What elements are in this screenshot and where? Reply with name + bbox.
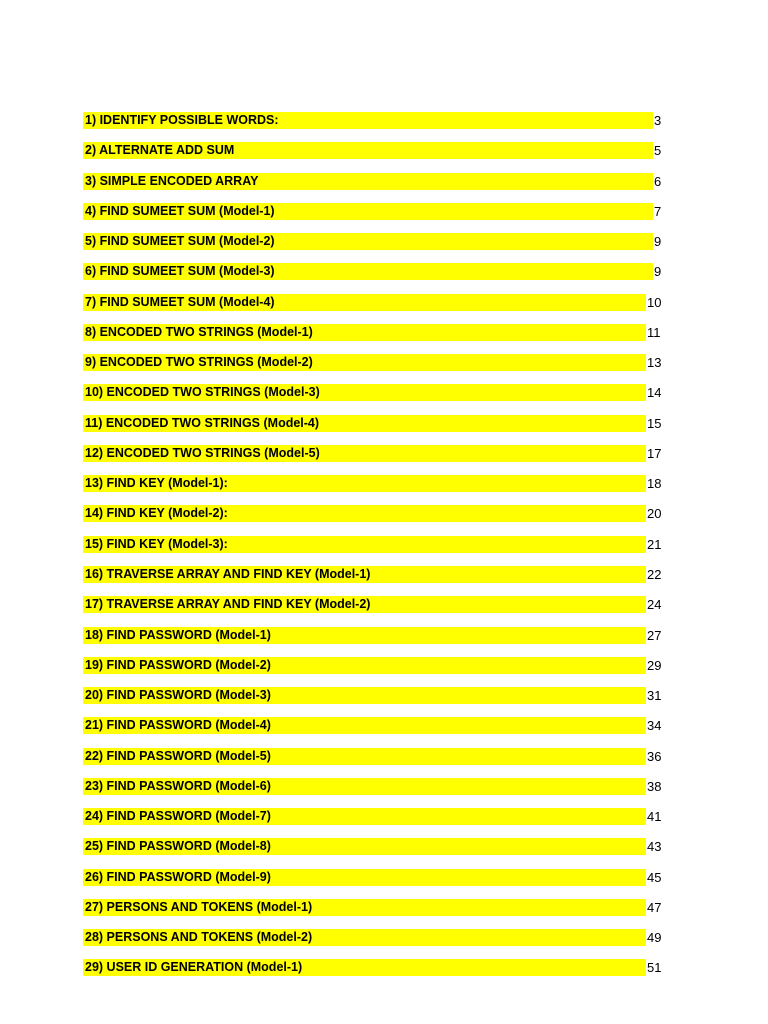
toc-entry[interactable] [83,536,668,566]
toc-entry[interactable] [83,808,668,838]
table-of-contents [83,112,668,990]
toc-entry-title: 2) ALTERNATE ADD SUM [85,143,235,158]
toc-entry-page: 24 [647,597,662,613]
toc-entry-title: 24) FIND PASSWORD (Model-7) [85,809,271,824]
toc-entry-page: 18 [647,476,662,492]
toc-entry-title: 20) FIND PASSWORD (Model-3) [85,688,271,703]
toc-entry-page: 6 [654,173,662,189]
toc-entry-page: 49 [647,930,662,946]
toc-entry-page: 11 [647,324,661,340]
toc-entry-title: 4) FIND SUMEET SUM (Model-1) [85,203,275,218]
toc-entry-page: 47 [647,899,662,915]
toc-entry-title: 17) TRAVERSE ARRAY AND FIND KEY (Model-2) [85,597,371,612]
toc-entry-page: 31 [647,688,662,704]
toc-entry-page: 27 [647,627,662,643]
toc-entry[interactable] [83,475,668,505]
toc-entry-page: 51 [647,960,662,976]
toc-entry[interactable] [83,203,668,233]
toc-entry-page: 15 [647,415,662,431]
toc-entry-title: 18) FIND PASSWORD (Model-1) [85,627,271,642]
toc-entry[interactable] [83,354,668,384]
toc-entry-title: 10) ENCODED TWO STRINGS (Model-3) [85,385,320,400]
toc-entry[interactable] [83,173,668,203]
toc-entry-page: 38 [647,778,662,794]
toc-entry-title: 7) FIND SUMEET SUM (Model-4) [85,294,275,309]
toc-entry[interactable] [83,294,668,324]
toc-entry-title: 28) PERSONS AND TOKENS (Model-2) [85,930,313,945]
toc-entry[interactable] [83,748,668,778]
toc-entry-page: 43 [647,839,662,855]
toc-entry-title: 14) FIND KEY (Model-2): [85,506,228,521]
toc-entry-title: 12) ENCODED TWO STRINGS (Model-5) [85,445,320,460]
toc-entry-title: 19) FIND PASSWORD (Model-2) [85,657,271,672]
toc-entry-title: 26) FIND PASSWORD (Model-9) [85,869,271,884]
toc-entry-page: 13 [647,355,662,371]
toc-entry[interactable] [83,324,668,354]
toc-entry[interactable] [83,505,668,535]
toc-entry-page: 17 [647,445,662,461]
toc-entry-page: 7 [654,203,662,219]
toc-entry-page: 21 [647,536,662,552]
toc-entry[interactable] [83,869,668,899]
toc-entry-title: 22) FIND PASSWORD (Model-5) [85,748,271,763]
toc-entry-page: 34 [647,718,662,734]
toc-entry[interactable] [83,627,668,657]
toc-entry[interactable] [83,566,668,596]
toc-entry-page: 9 [654,234,662,250]
toc-entry[interactable] [83,959,668,989]
toc-entry-page: 45 [647,869,662,885]
toc-entry[interactable] [83,142,668,172]
toc-entry[interactable] [83,112,668,142]
toc-entry[interactable] [83,415,668,445]
toc-entry-title: 5) FIND SUMEET SUM (Model-2) [85,234,275,249]
toc-entry[interactable] [83,687,668,717]
toc-entry[interactable] [83,657,668,687]
toc-entry-page: 20 [647,506,662,522]
toc-entry-title: 29) USER ID GENERATION (Model-1) [85,960,303,975]
toc-entry-title: 15) FIND KEY (Model-3): [85,536,228,551]
toc-entry-title: 3) SIMPLE ENCODED ARRAY [85,173,259,188]
toc-entry-title: 27) PERSONS AND TOKENS (Model-1) [85,899,313,914]
toc-entry-page: 5 [654,143,662,159]
toc-entry-title: 6) FIND SUMEET SUM (Model-3) [85,264,275,279]
toc-entry-title: 23) FIND PASSWORD (Model-6) [85,778,271,793]
toc-entry-page: 10 [647,294,662,310]
toc-entry[interactable] [83,384,668,414]
toc-entry-title: 9) ENCODED TWO STRINGS (Model-2) [85,355,313,370]
toc-entry-title: 16) TRAVERSE ARRAY AND FIND KEY (Model-1) [85,566,371,581]
toc-entry[interactable] [83,717,668,747]
toc-entry-page: 36 [647,748,662,764]
toc-entry-page: 41 [647,809,662,825]
toc-entry[interactable] [83,929,668,959]
toc-entry-page: 3 [654,113,662,128]
toc-entry[interactable] [83,233,668,263]
toc-entry-title: 13) FIND KEY (Model-1): [85,476,228,491]
toc-entry-page: 22 [647,566,662,582]
toc-entry[interactable] [83,263,668,293]
toc-entry[interactable] [83,899,668,929]
toc-entry-title: 21) FIND PASSWORD (Model-4) [85,718,271,733]
toc-entry-title: 1) IDENTIFY POSSIBLE WORDS: [85,113,279,127]
toc-entry-page: 9 [654,264,662,280]
toc-entry-page: 14 [647,385,662,401]
toc-entry-title: 25) FIND PASSWORD (Model-8) [85,839,271,854]
toc-entry-title: 11) ENCODED TWO STRINGS (Model-4) [85,415,320,430]
toc-entry[interactable] [83,445,668,475]
toc-entry-title: 8) ENCODED TWO STRINGS (Model-1) [85,324,313,339]
toc-entry[interactable] [83,838,668,868]
toc-entry[interactable] [83,778,668,808]
toc-entry[interactable] [83,596,668,626]
toc-entry-page: 29 [647,657,662,673]
